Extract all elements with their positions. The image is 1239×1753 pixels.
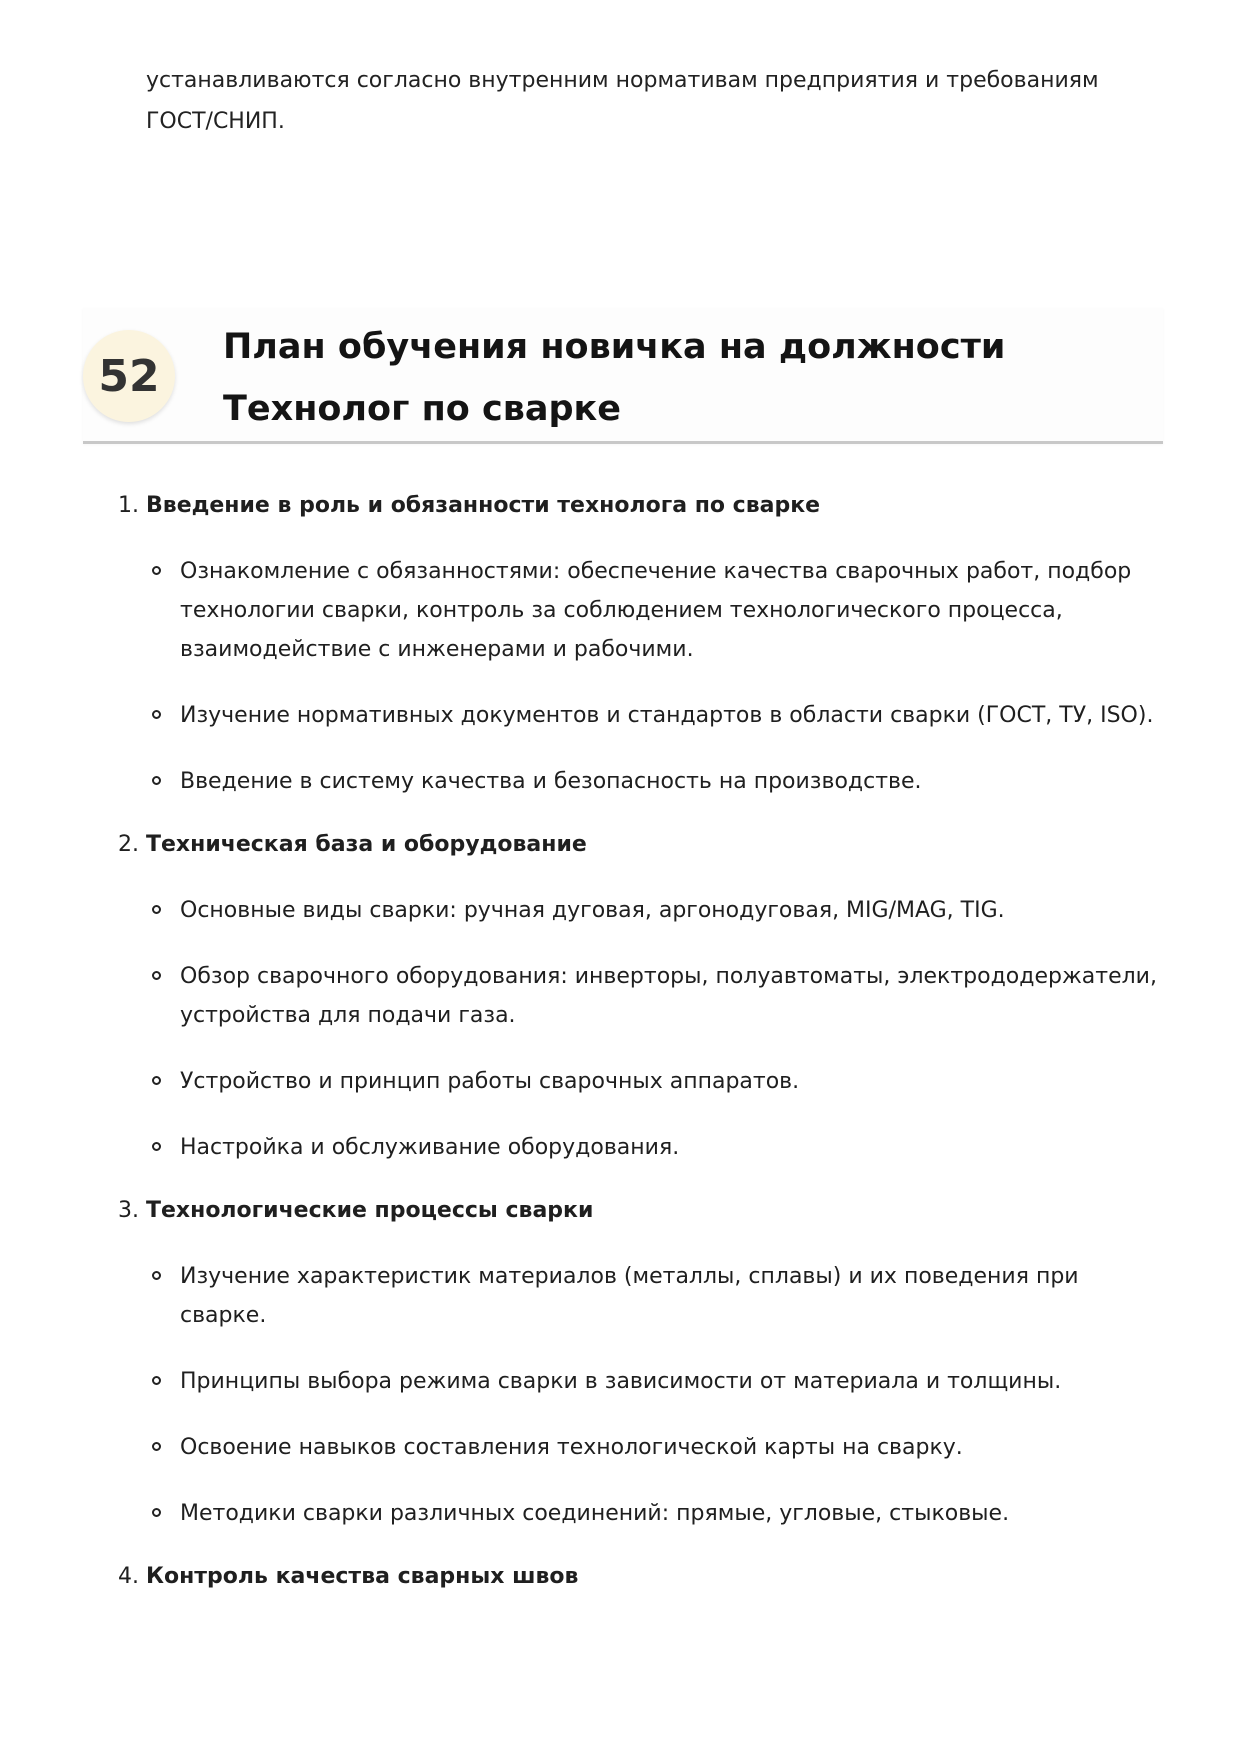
list-item [180,1428,1163,1467]
circle-bullet-icon [152,1142,161,1151]
step-4 [118,1557,1163,1597]
list-item [180,696,1163,735]
list-item-text: Обзор сварочного оборудования: инверторы, полуавтоматы, электрододержатели, устройства для подачи газа. [180,964,1157,1028]
list-item-text: Ознакомление с обязанностями: обеспечение качества сварочных работ, подбор технологии сварки, контроль за соблюдением технологического процесса, взаимодействие с инженерами и рабочими. [180,559,1132,662]
list-item-text: Устройство и принцип работы сварочных аппаратов. [180,1069,800,1094]
circle-bullet-icon [152,1508,161,1517]
circle-bullet-icon [152,1271,161,1280]
step-number: 4. [118,1564,139,1589]
step-number: 3. [118,1198,139,1223]
circle-bullet-icon [152,776,161,785]
step-number: 2. [118,832,139,857]
step-items [118,1231,1163,1557]
step-title: Контроль качества сварных швов [146,1564,579,1589]
circle-bullet-icon [152,566,161,575]
step-number: 1. [118,493,139,518]
list-item-text: Принципы выбора режима сварки в зависимости от материала и толщины. [180,1369,1062,1394]
list-item [180,1362,1163,1401]
circle-bullet-icon [152,905,161,914]
section-header [83,308,1163,444]
list-item-text: Изучение нормативных документов и стандартов в области сварки (ГОСТ, ТУ, ISO). [180,703,1154,728]
training-plan-list [118,486,1163,1597]
step-heading [118,486,1163,526]
step-1 [118,486,1163,825]
list-item [180,1494,1163,1533]
list-item-text: Основные виды сварки: ручная дуговая, аргонодуговая, MIG/MAG, TIG. [180,898,1005,923]
list-item [180,891,1163,930]
circle-bullet-icon [152,1376,161,1385]
step-items [118,865,1163,1191]
list-item [180,1128,1163,1167]
step-items [118,526,1163,825]
step-title: Техническая база и оборудование [146,832,587,857]
circle-bullet-icon [152,1442,161,1451]
list-item [180,1062,1163,1101]
step-heading [118,1557,1163,1597]
section-number-badge: 52 [83,330,175,422]
list-item [180,552,1163,669]
section-title: План обучения новичка на должности Технолог по сварке [223,327,1006,429]
intro-paragraph: устанавливаются согласно внутренним нормативам предприятия и требованиям ГОСТ/СНИП. [146,68,1099,134]
step-title: Технологические процессы сварки [146,1198,594,1223]
list-item-text: Освоение навыков составления технологической карты на сварку. [180,1435,963,1460]
circle-bullet-icon [152,710,161,719]
step-heading [118,825,1163,865]
step-heading [118,1191,1163,1231]
list-item-text: Введение в систему качества и безопасность на производстве. [180,769,922,794]
list-item [180,957,1163,1035]
circle-bullet-icon [152,971,161,980]
step-title: Введение в роль и обязанности технолога по сварке [146,493,821,518]
step-3 [118,1191,1163,1557]
list-item-text: Изучение характеристик материалов (металлы, сплавы) и их поведения при сварке. [180,1264,1079,1328]
list-item [180,762,1163,801]
list-item-text: Методики сварки различных соединений: прямые, угловые, стыковые. [180,1501,1010,1526]
circle-bullet-icon [152,1076,161,1085]
list-item [180,1257,1163,1335]
list-item-text: Настройка и обслуживание оборудования. [180,1135,680,1160]
step-2 [118,825,1163,1191]
